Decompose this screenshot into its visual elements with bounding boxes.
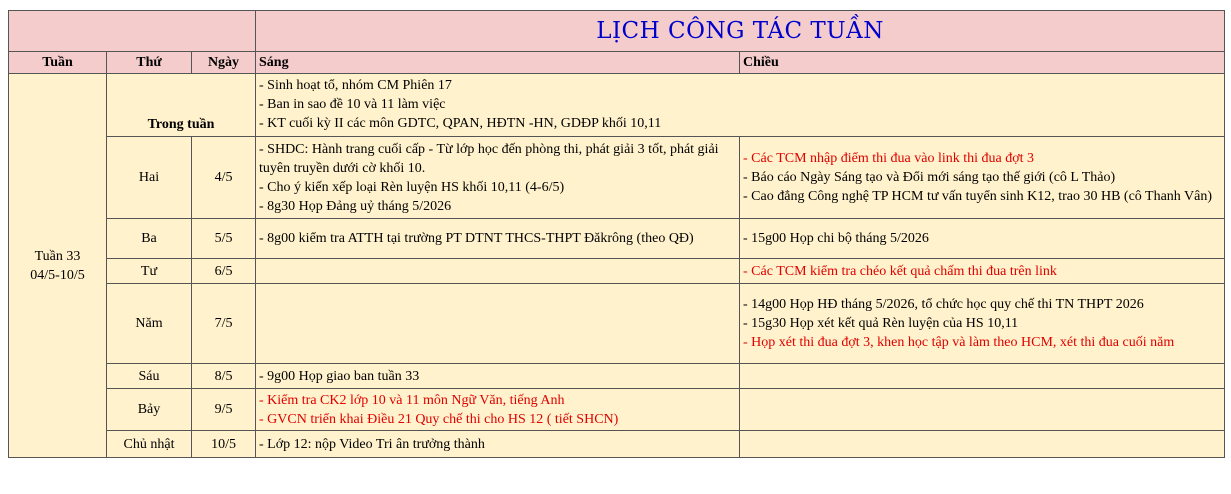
chieu-cell — [740, 284, 1225, 364]
header-sang: Sáng — [256, 52, 740, 74]
sang-entry: - SHDC: Hành trang cuối cấp - Từ lớp học đến phòng thi, phát giải 3 tốt, phát giải tuyên truyền dưới cờ khối 10. — [259, 141, 719, 176]
chieu-cell — [740, 137, 1225, 219]
day-row — [9, 137, 1225, 219]
week-label: Tuần 33 — [34, 248, 81, 264]
day-date-cell: 8/5 — [192, 364, 256, 389]
header-chieu: Chiều — [740, 52, 1225, 74]
day-row — [9, 431, 1225, 458]
day-name-cell: Năm — [107, 284, 192, 364]
sang-entry: - 9g00 Họp giao ban tuần 33 — [259, 368, 420, 384]
sang-cell — [256, 389, 740, 431]
title-cell — [256, 11, 1225, 52]
page-title: LỊCH CÔNG TÁC TUẦN — [596, 18, 884, 44]
day-row — [9, 284, 1225, 364]
chieu-entry: - 14g00 Họp HĐ tháng 5/2026, tổ chức học quy chế thi TN THPT 2026 — [743, 297, 1144, 312]
sang-cell — [256, 364, 740, 389]
title-spacer-cell — [9, 11, 256, 52]
chieu-cell — [740, 259, 1225, 284]
chieu-entry: - Báo cáo Ngày Sáng tạo và Đổi mới sáng tạo thế giới (cô L Thảo) — [743, 170, 1116, 185]
chieu-cell — [740, 364, 1225, 389]
day-date-cell: 5/5 — [192, 219, 256, 259]
day-date-cell: 9/5 — [192, 389, 256, 431]
day-name-cell: Ba — [107, 219, 192, 259]
sang-entry: - Lớp 12: nộp Video Tri ân trưởng thành — [259, 436, 485, 452]
day-name-cell: Hai — [107, 137, 192, 219]
chieu-entry: - Cao đẳng Công nghệ TP HCM tư vấn tuyển sinh K12, trao 30 HB (cô Thanh Vân) — [743, 189, 1213, 204]
day-row — [9, 259, 1225, 284]
trong-tuan-label: Trong tuần — [107, 74, 256, 137]
sang-cell — [256, 284, 740, 364]
chieu-entry: - Các TCM kiểm tra chéo kết quả chấm thi đua trên link — [743, 263, 1057, 279]
day-date-cell: 10/5 — [192, 431, 256, 458]
chieu-entry: - Họp xét thi đua đợt 3, khen học tập và làm theo HCM, xét thi đua cuối năm — [743, 335, 1175, 350]
sang-cell — [256, 259, 740, 284]
sang-entry: - 8g00 kiểm tra ATTH tại trường PT DTNT THCS-THPT Đăkrông (theo QĐ) — [259, 231, 694, 246]
day-date-cell: 7/5 — [192, 284, 256, 364]
schedule-table — [8, 10, 1225, 458]
day-row — [9, 389, 1225, 431]
sang-entry: - GVCN triển khai Điều 21 Quy chế thi cho HS 12 ( tiết SHCN) — [259, 411, 619, 427]
sang-entry: - Kiểm tra CK2 lớp 10 và 11 môn Ngữ Văn, tiếng Anh — [259, 392, 565, 408]
header-row — [9, 52, 1225, 74]
chieu-cell — [740, 219, 1225, 259]
day-name-cell: Chủ nhật — [107, 431, 192, 458]
chieu-entry: - 15g00 Họp chi bộ tháng 5/2026 — [743, 231, 929, 246]
week-cell — [9, 74, 107, 458]
chieu-cell — [740, 389, 1225, 431]
day-name-cell: Bảy — [107, 389, 192, 431]
day-date-cell: 4/5 — [192, 137, 256, 219]
sang-cell — [256, 431, 740, 458]
chieu-cell — [740, 431, 1225, 458]
header-thu: Thứ — [107, 52, 192, 74]
sang-cell — [256, 137, 740, 219]
day-date-cell: 6/5 — [192, 259, 256, 284]
trong-tuan-line: - KT cuối kỳ II các môn GDTC, QPAN, HĐTN -HN, GDĐP khối 10,11 — [259, 116, 662, 131]
sang-entry: - Cho ý kiến xếp loại Rèn luyện HS khối 10,11 (4-6/5) — [259, 179, 565, 195]
trong-tuan-line: - Sinh hoạt tổ, nhóm CM Phiên 17 — [259, 78, 452, 93]
chieu-entry: - 15g30 Họp xét kết quả Rèn luyện của HS 10,11 — [743, 316, 1019, 331]
trong-tuan-row — [9, 74, 1225, 137]
header-ngay: Ngày — [192, 52, 256, 74]
sang-cell — [256, 219, 740, 259]
header-tuan: Tuần — [9, 52, 107, 74]
day-row — [9, 364, 1225, 389]
day-row — [9, 219, 1225, 259]
week-range: 04/5-10/5 — [30, 267, 85, 283]
trong-tuan-content — [256, 74, 1225, 137]
day-name-cell: Sáu — [107, 364, 192, 389]
day-name-cell: Tư — [107, 259, 192, 284]
sang-entry: - 8g30 Họp Đảng uỷ tháng 5/2026 — [259, 198, 452, 214]
trong-tuan-line: - Ban in sao đề 10 và 11 làm việc — [259, 97, 446, 112]
schedule-sheet — [8, 10, 1224, 458]
chieu-entry: - Các TCM nhập điểm thi đua vào link thi đua đợt 3 — [743, 151, 1035, 166]
